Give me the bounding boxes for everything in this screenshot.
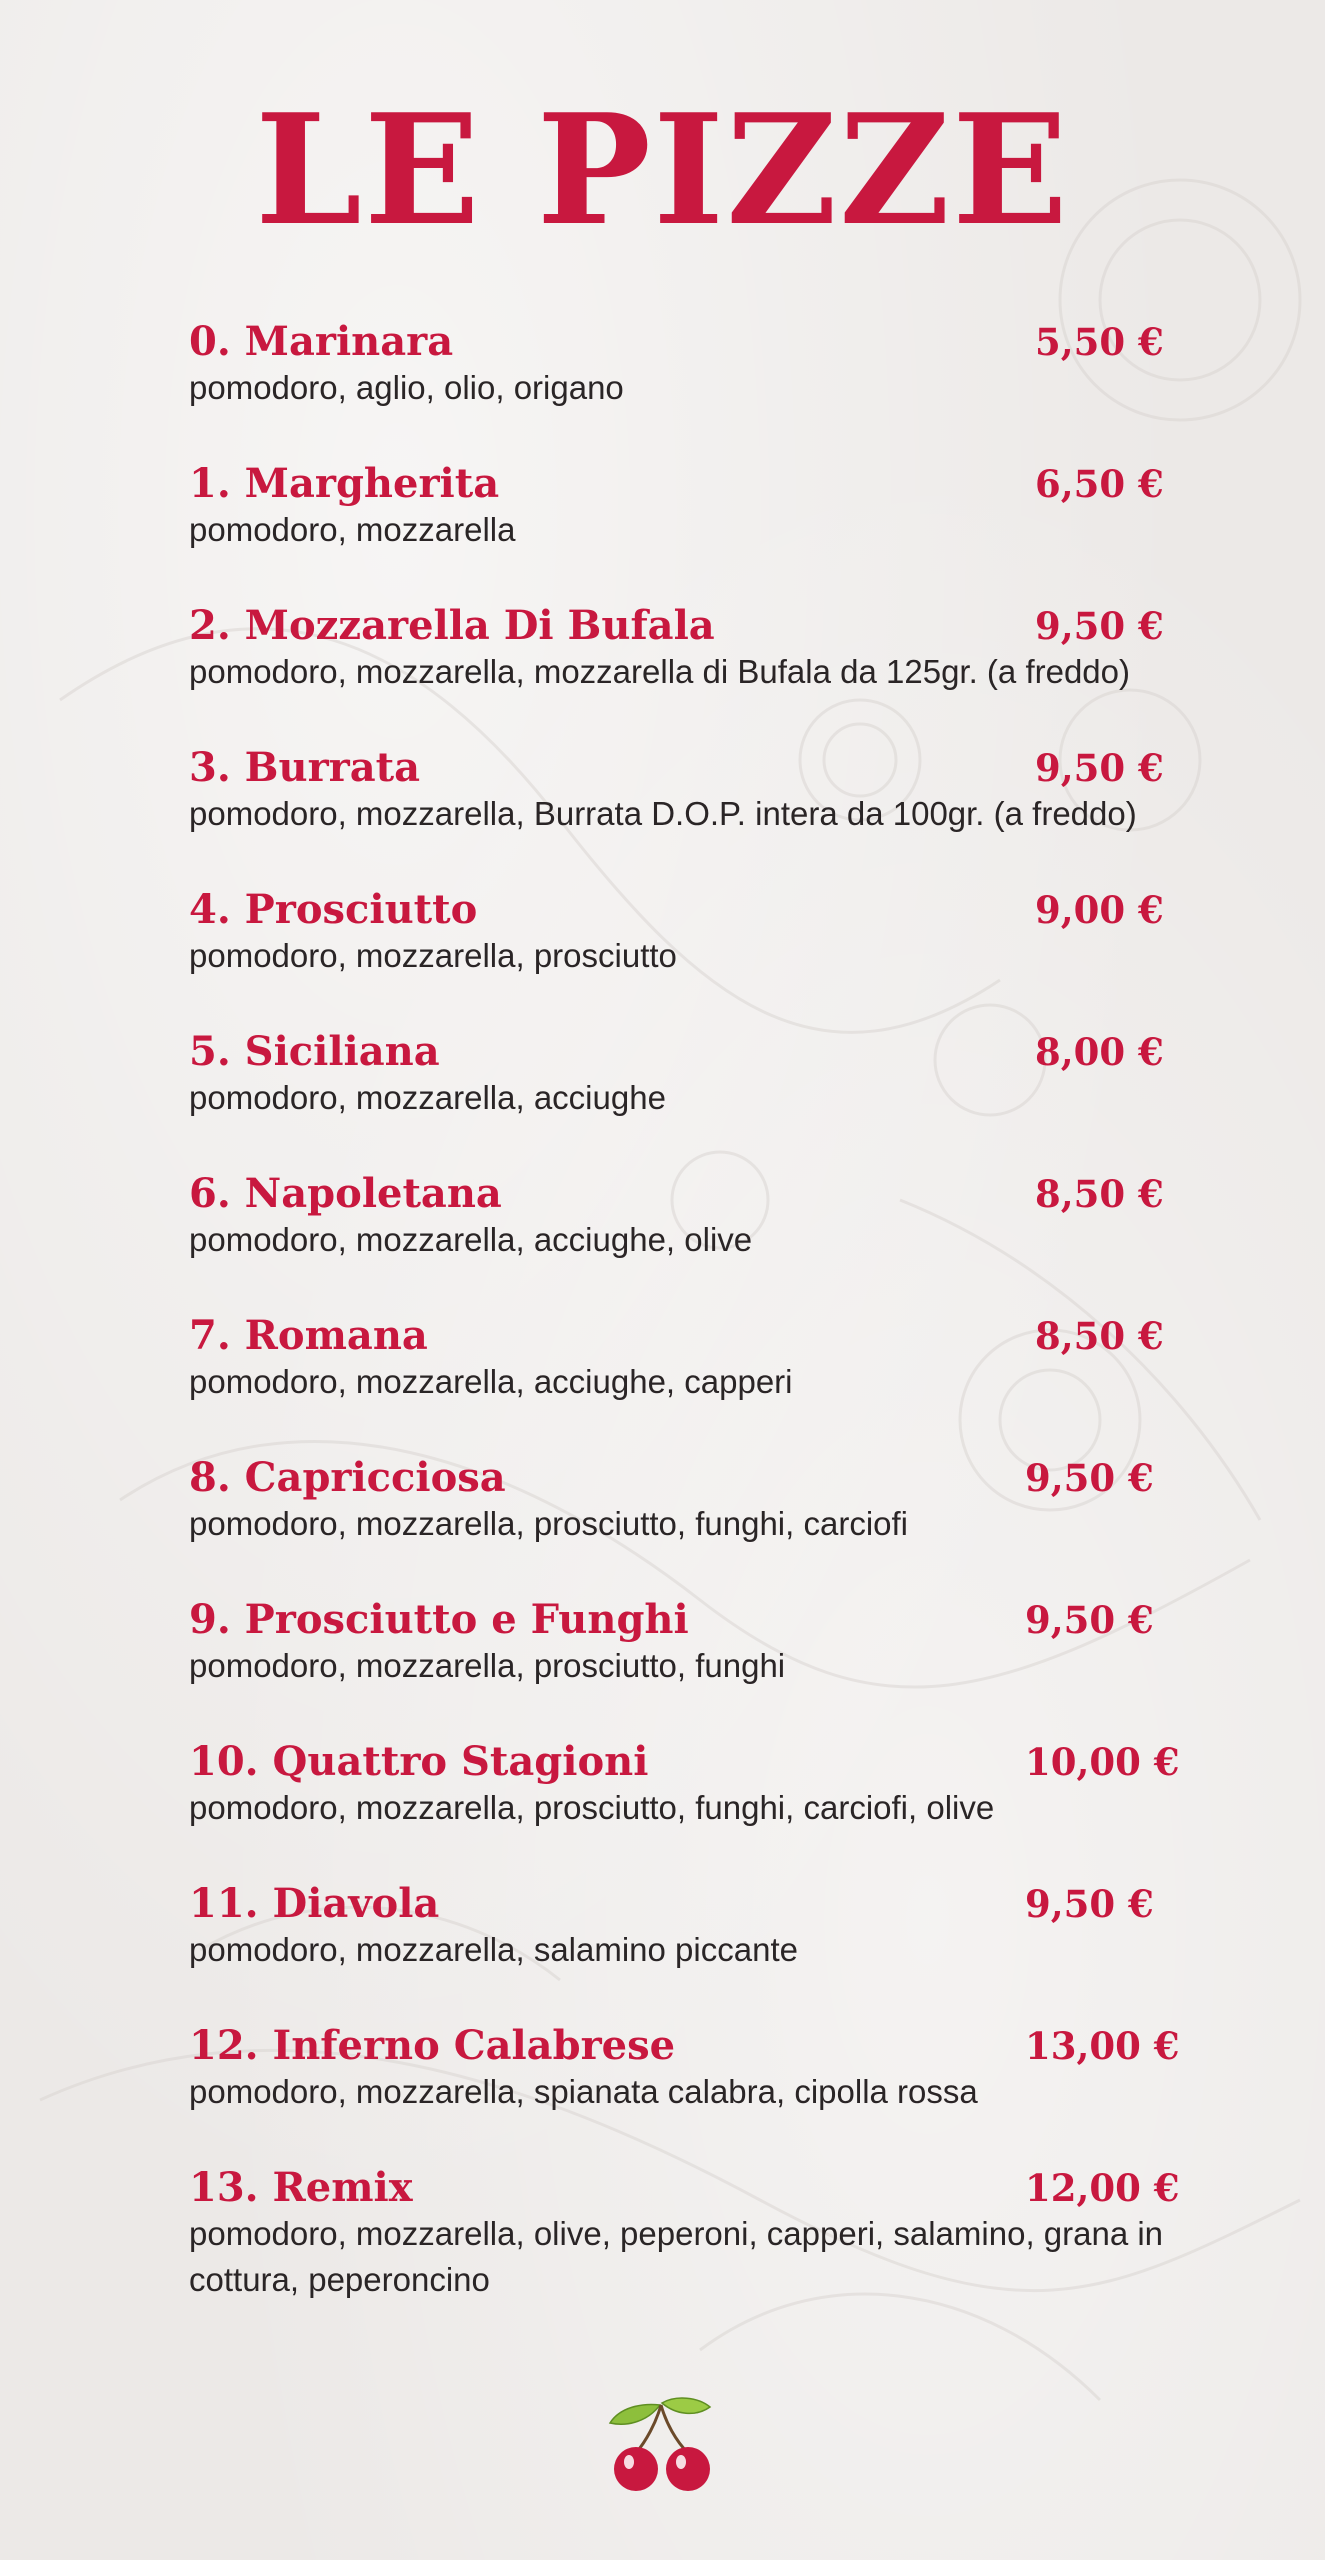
item-description: pomodoro, mozzarella, acciughe, capperi	[189, 1363, 793, 1400]
item-description: pomodoro, mozzarella, prosciutto, funghi, carciofi	[189, 1505, 909, 1542]
item-name: 12. Inferno Calabrese	[189, 2022, 676, 2069]
item-description: pomodoro, mozzarella, olive, peperoni, capperi, salamino, grana in cottura, peperoncino	[189, 2215, 1164, 2298]
item-description: pomodoro, mozzarella, mozzarella di Bufala da 125gr. (a freddo)	[189, 653, 1130, 690]
item-description: pomodoro, aglio, olio, origano	[189, 369, 624, 406]
item-name: 0. Marinara	[189, 318, 454, 365]
item-price: 13,00 €	[1025, 2024, 1180, 2068]
item-price: 8,50 €	[1035, 1314, 1164, 1358]
page-title: LE PIZZE	[255, 80, 1070, 259]
cherry-icon	[602, 2393, 722, 2493]
menu-item	[189, 1733, 1189, 1875]
menu-item	[189, 1449, 1189, 1591]
item-price: 6,50 €	[1035, 462, 1164, 506]
item-name: 7. Romana	[189, 1312, 428, 1359]
menu-item	[189, 1307, 1189, 1449]
item-name: 2. Mozzarella Di Bufala	[189, 602, 715, 649]
menu-item	[189, 2159, 1189, 2349]
menu-item	[189, 313, 1189, 455]
item-price: 12,00 €	[1025, 2166, 1180, 2210]
item-name: 6. Napoletana	[189, 1170, 502, 1217]
menu-item	[189, 2017, 1189, 2159]
item-name: 11. Diavola	[189, 1880, 440, 1927]
item-name: 3. Burrata	[189, 744, 421, 791]
item-description: pomodoro, mozzarella, prosciutto, funghi	[189, 1647, 786, 1684]
item-description: pomodoro, mozzarella, Burrata D.O.P. intera da 100gr. (a freddo)	[189, 795, 1137, 832]
menu-item	[189, 1165, 1189, 1307]
item-price: 8,00 €	[1035, 1030, 1164, 1074]
item-price: 5,50 €	[1035, 320, 1164, 364]
item-name: 10. Quattro Stagioni	[189, 1738, 649, 1785]
menu-item	[189, 1023, 1189, 1165]
item-description: pomodoro, mozzarella, salamino piccante	[189, 1931, 798, 1968]
menu-item	[189, 1875, 1189, 2017]
menu-item	[189, 455, 1189, 597]
item-price: 9,50 €	[1035, 604, 1164, 648]
item-name: 13. Remix	[189, 2164, 413, 2211]
item-name: 8. Capricciosa	[189, 1454, 506, 1501]
menu-item	[189, 739, 1189, 881]
item-price: 9,50 €	[1035, 746, 1164, 790]
item-description: pomodoro, mozzarella, spianata calabra, cipolla rossa	[189, 2073, 978, 2110]
item-name: 4. Prosciutto	[189, 886, 478, 933]
menu-item	[189, 881, 1189, 1023]
item-price: 10,00 €	[1025, 1740, 1180, 1784]
item-price: 9,50 €	[1025, 1598, 1154, 1642]
item-price: 9,50 €	[1025, 1882, 1154, 1926]
item-name: 5. Siciliana	[189, 1028, 440, 1075]
item-name: 9. Prosciutto e Funghi	[189, 1596, 689, 1643]
item-price: 9,00 €	[1035, 888, 1164, 932]
item-description: pomodoro, mozzarella, prosciutto	[189, 937, 677, 974]
item-description: pomodoro, mozzarella, acciughe	[189, 1079, 666, 1116]
item-description: pomodoro, mozzarella, acciughe, olive	[189, 1221, 753, 1258]
item-name: 1. Margherita	[189, 460, 500, 507]
item-description: pomodoro, mozzarella	[189, 511, 516, 548]
pizza-menu	[189, 313, 1189, 2349]
item-price: 9,50 €	[1025, 1456, 1154, 1500]
menu-item	[189, 1591, 1189, 1733]
menu-item	[189, 597, 1189, 739]
item-description: pomodoro, mozzarella, prosciutto, funghi, carciofi, olive	[189, 1789, 995, 1826]
item-price: 8,50 €	[1035, 1172, 1164, 1216]
